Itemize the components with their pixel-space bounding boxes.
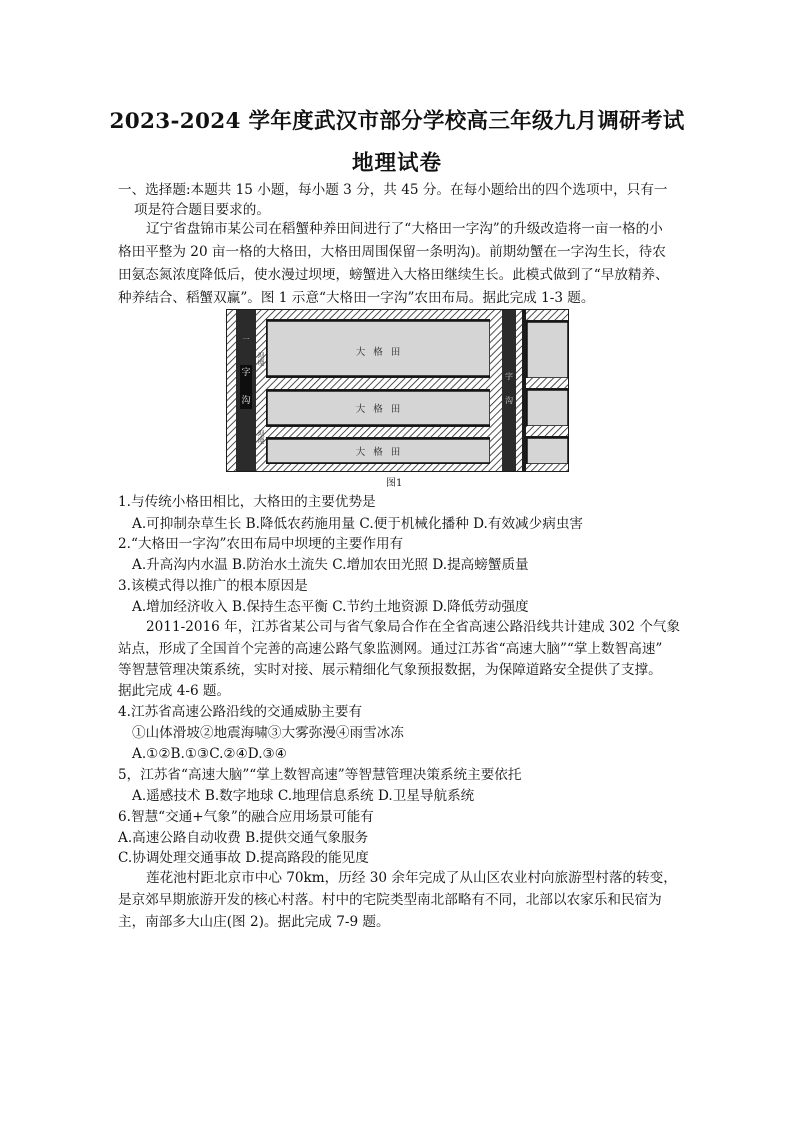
q3-options: A.增加经济收入 B.保持生态平衡 C.节约土地资源 D.降低劳动强度 — [132, 599, 529, 615]
field-label-2: 大格田 — [355, 404, 409, 415]
passage1-line2: 格田平整为 20 亩一格的大格田，大格田周围保留一条明沟)。前期幼蟹在一字沟生长，待农 — [118, 244, 666, 260]
q6-options-line2: C.协调处理交通事故 D.提高路段的能见度 — [118, 850, 369, 866]
q4-options: A.①②B.①③C.②④D.③④ — [132, 746, 287, 762]
q2-stem: 2.“大格田一字沟”农田布局中坝埂的主要作用有 — [118, 536, 404, 552]
far-right-field-3 — [527, 438, 568, 464]
far-right-field-2 — [527, 390, 568, 426]
far-right-hatch-bottom — [526, 464, 568, 471]
right-ditch-char2: 沟 — [505, 396, 513, 405]
left-ditch-label: 一 — [242, 335, 250, 343]
q1-stem: 1.与传统小格田相比，大格田的主要优势是 — [118, 494, 376, 510]
ditch-bank-hatch — [227, 310, 236, 471]
right-divider — [522, 310, 526, 471]
q1-options: A.可抑制杂草生长 B.降低农药施用量 C.便于机械化播种 D.有效减少病虫害 — [132, 516, 584, 532]
passage3-line1: 莲花池村距北京市中心 70km，历经 30 余年完成了从山区农业村向旅游型村落的转变， — [146, 870, 677, 886]
passage3-line2: 是京郊早期旅游开发的核心村落。村中的宅院类型南北部略有不同，北部以农家乐和民宿为 — [118, 892, 662, 908]
q5-options: A.遥感技术 B.数字地球 C.地理信息系统 D.卫星导航系统 — [132, 788, 475, 804]
far-right-field-1 — [527, 322, 568, 378]
passage2-line1: 2011-2016 年，江苏省某公司与省气象局合作在全省高速公路沿线共计建成 302 个气象 — [146, 619, 681, 635]
passage1-line3: 田氨态氮浓度降低后，使水漫过坝埂，螃蟹进入大格田继续生长。此模式做到了“早放精养、 — [118, 267, 669, 283]
mid-dam-hatch-1 — [256, 378, 490, 389]
right-bank-hatch — [490, 310, 502, 471]
q5-stem: 5，江苏省“高速大脑”“掌上数智高速”等智慧管理决策系统主要依托 — [118, 767, 522, 783]
passage2-line2: 站点，形成了全国首个完善的高速公路气象监测网。通过江苏省“高速大脑”“掌上数智高速” — [118, 641, 663, 657]
field-edge-hatch — [256, 310, 266, 471]
section-intro-line2: 项是符合题目要求的。 — [134, 202, 270, 218]
right-ditch-char1: 字 — [505, 372, 513, 381]
figure1-farmland-layout — [226, 309, 569, 472]
top-dam-hatch — [256, 310, 490, 319]
q6-stem: 6.智慧“交通+气象”的融合应用场景可能有 — [118, 809, 374, 825]
far-right-hatch-top — [526, 310, 568, 320]
far-right-hatch-mid — [526, 378, 568, 388]
dam-label-1: 坝埂 — [257, 352, 265, 366]
field-label-3: 大格田 — [355, 447, 409, 458]
right-ditch — [502, 310, 516, 471]
passage1-line4: 种养结合、稻蟹双赢”。图 1 示意“大格田一字沟”农田布局。据此完成 1-3 题。 — [118, 290, 595, 306]
far-right-hatch-low — [526, 426, 568, 436]
figure1-caption: 图1 — [386, 478, 403, 489]
q4-items: ①山体滑坡②地震海啸③大雾弥漫④雨雪冰冻 — [132, 725, 404, 741]
right-bank-hatch-2 — [516, 310, 522, 471]
ditch-label-char1: 字 — [241, 368, 251, 378]
dam-label-2: 坝埂 — [257, 430, 265, 444]
q3-stem: 3.该模式得以推广的根本原因是 — [118, 578, 308, 594]
passage2-line4: 据此完成 4-6 题。 — [118, 683, 231, 699]
field-label-1: 大格田 — [355, 347, 409, 358]
section-intro-line1: 一、选择题:本题共 15 小题，每小题 3 分，共 45 分。在每小题给出的四个选项中，只有一 — [118, 182, 668, 198]
mid-dam-hatch-2 — [256, 427, 490, 437]
exam-subtitle: 地理试卷 — [351, 151, 442, 176]
ditch-label-char2: 沟 — [241, 396, 251, 406]
q2-options: A.升高沟内水温 B.防治水土流失 C.增加农田光照 D.提高螃蟹质量 — [132, 557, 529, 573]
q4-stem: 4.江苏省高速公路沿线的交通威胁主要有 — [118, 704, 363, 720]
passage3-line3: 主，南部多大山庄(图 2)。据此完成 7-9 题。 — [118, 914, 390, 930]
passage2-line3: 等智慧管理决策系统，实时对接、展示精细化气象预报数据，为保障道路安全提供了支撑。 — [118, 662, 662, 678]
q6-options-line1: A.高速公路自动收费 B.提供交通气象服务 — [118, 830, 369, 846]
passage1-line1: 辽宁省盘锦市某公司在稻蟹种养田间进行了“大格田一字沟”的升级改造将一亩一格的小 — [146, 221, 663, 237]
bottom-dam-hatch — [256, 464, 490, 471]
exam-title: 2023-2024 学年度武汉市部分学校高三年级九月调研考试 — [109, 109, 685, 134]
